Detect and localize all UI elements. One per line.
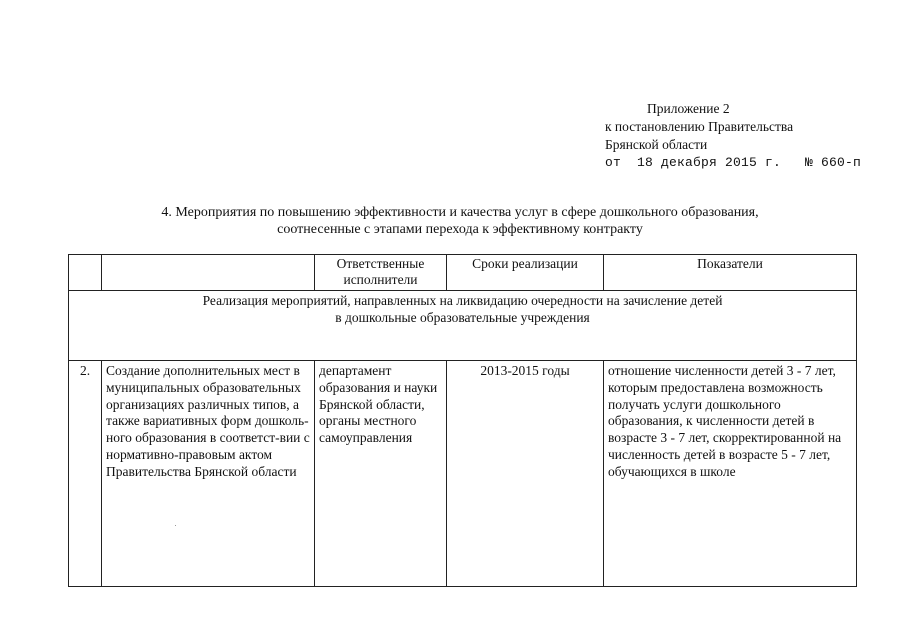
- scan-speck: [175, 525, 176, 526]
- header-activity: [102, 255, 315, 291]
- appendix-ref: к постановлению Правительства: [605, 119, 794, 134]
- section-line-1: Реализация мероприятий, направленных на ликвидацию очередности на зачисление детей: [202, 293, 723, 308]
- appendix-block: [605, 100, 861, 172]
- heading-line-1: 4. Мероприятия по повышению эффективности и качества услуг в сфере дошкольного образования,: [161, 205, 759, 220]
- section-line-2: в дошкольные образовательные учреждения: [335, 310, 590, 325]
- table-row: [69, 361, 857, 587]
- appendix-title: Приложение 2: [647, 101, 730, 116]
- section-row: [69, 291, 857, 361]
- appendix-date-number: от 18 декабря 2015 г. № 660-п: [605, 155, 862, 170]
- row-term: 2013-2015 годы: [447, 361, 604, 587]
- measures-table: [68, 254, 857, 587]
- row-number: 2.: [69, 361, 102, 587]
- heading-line-2: соотнесенные с этапами перехода к эффективному контракту: [277, 222, 643, 237]
- header-responsible: Ответственные исполнители: [315, 255, 447, 291]
- row-responsible: департамент образования и науки Брянской области, органы местного самоуправления: [315, 361, 447, 587]
- row-indicator: отношение численности детей 3 - 7 лет, которым предоставлена возможность получать услуги дошкольного образования, к численности детей в возрасте 3 - 7 лет, скорректированной на численность детей в возрасте 5 - 7 лет, обучающихся в школе: [604, 361, 857, 587]
- header-indicators: Показатели: [604, 255, 857, 291]
- table-header-row: [69, 255, 857, 291]
- header-number: [69, 255, 102, 291]
- header-term: Сроки реализации: [447, 255, 604, 291]
- appendix-region: Брянской области: [605, 137, 708, 152]
- row-activity: Создание дополнительных мест в муниципальных образовательных организациях различных типов, а также вариативных форм дошколь-ного образования в соответст-вии с нормативно-правовым актом Правительства Брянской области: [102, 361, 315, 587]
- section-heading: [60, 204, 860, 238]
- section-cell: [69, 291, 857, 361]
